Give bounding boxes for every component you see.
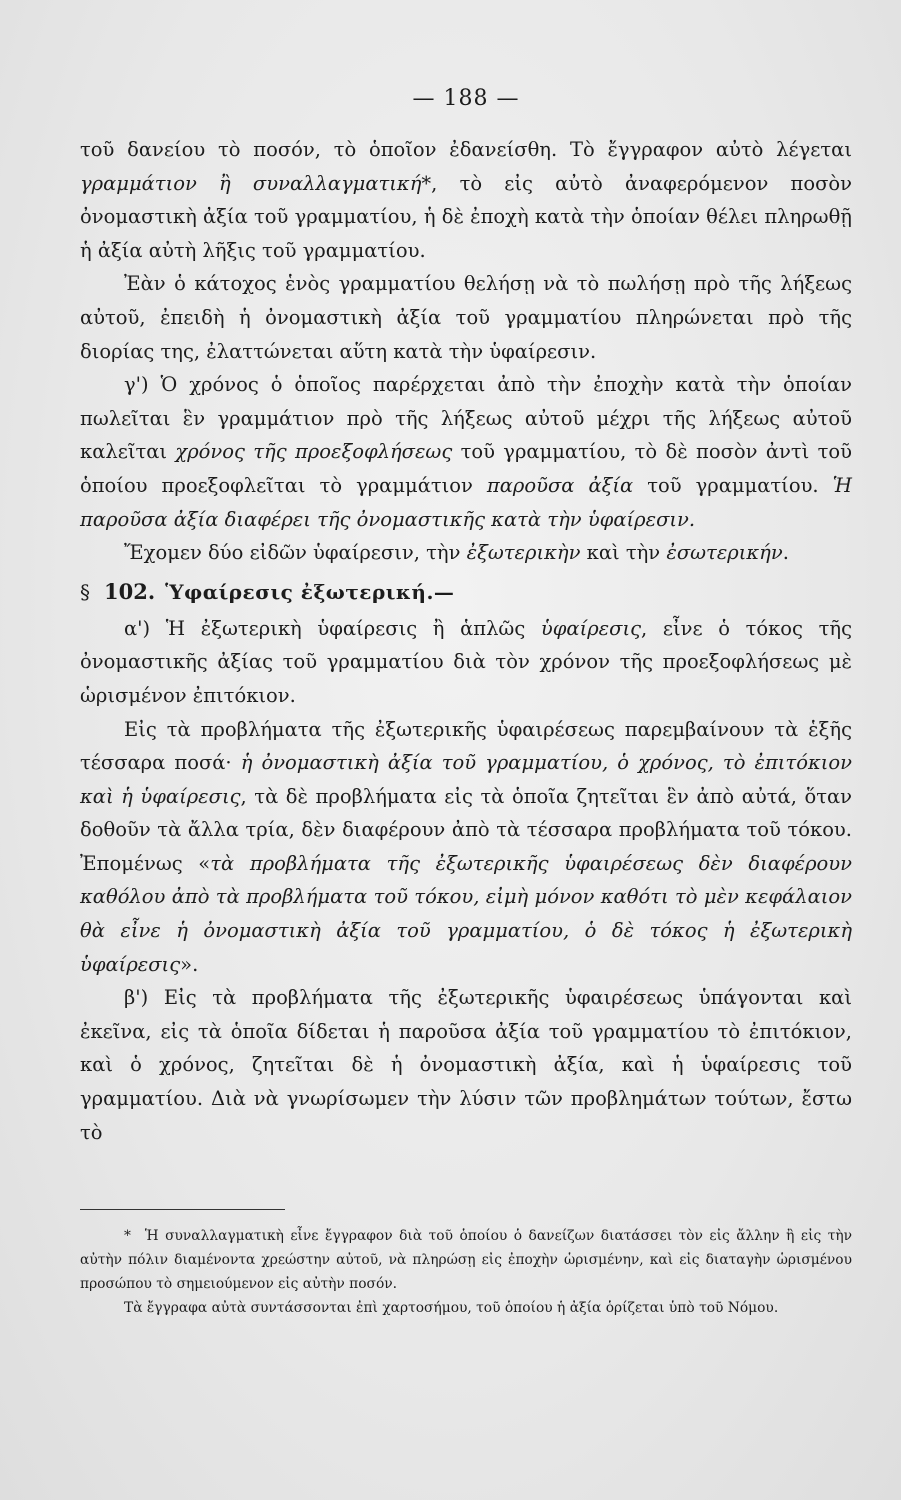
paragraph-3-text-a: γ') Ὁ χρόνος ὁ ὁποῖος παρέρχεται ἀπὸ τὴν ἐποχὴν κατὰ τὴν ὁποίαν πωλεῖται ἓν γραμμάτιον πρὸ τῆς λήξεως αὐτοῦ μέχρι τῆς λήξεως αὐτοῦ καλεῖται xyxy=(80,373,852,464)
section-number: 102. xyxy=(104,578,156,604)
paragraph-5 xyxy=(80,612,852,713)
paragraph-3-italic-a: χρόνος τῆς προεξοφλήσεως xyxy=(175,440,453,464)
footnote-1-text: Ἡ συναλλαγματικὴ εἶνε ἔγγραφον διὰ τοῦ ὁποίου ὁ δανείζων διατάσσει τὸν εἰς ἄλλην ἢ εἰς τὴν αὐτὴν πόλιν διαμένοντα χρεώστην αὐτοῦ, νὰ πληρώσῃ εἰς ἐποχὴν ὡρισμένην, καὶ εἰς διαταγὴν ὡρισμένου προσώπου τὸ σημειούμενον εἰς αὐτὴν ποσόν. xyxy=(80,1228,852,1293)
footnote-divider xyxy=(80,1209,285,1210)
section-title: Ὑφαίρεσις ἐξωτερική.— xyxy=(165,579,455,604)
paragraph-4-text-b: καὶ τὴν xyxy=(580,541,667,565)
paragraph-4-italic-a: ἐξωτερικὴν xyxy=(466,541,581,565)
paragraph-6 xyxy=(80,713,852,982)
paragraph-6-text-c: ». xyxy=(180,952,199,976)
paragraph-3 xyxy=(80,368,852,536)
footnote-mark: * xyxy=(124,1228,131,1245)
page-content xyxy=(80,86,852,1320)
paragraph-1-text: τοῦ δανείου τὸ ποσόν, τὸ ὁποῖον ἐδανείσθη. Τὸ ἔγγραφον αὐτὸ λέγεται xyxy=(80,138,852,161)
section-symbol: § xyxy=(80,579,90,604)
paragraph-4-text-a: Ἔχομεν δύο εἰδῶν ὑφαίρεσιν, τὴν xyxy=(124,541,467,565)
paragraph-3-italic-c: Ἡ παροῦσα ἀξία διαφέρει τῆς ὀνομαστικῆς κατὰ τὴν ὑφαίρεσιν. xyxy=(80,473,852,531)
paragraph-1-italic: γραμμάτιον ἢ συναλλαγματική* xyxy=(80,171,432,195)
paragraph-4 xyxy=(80,536,852,570)
paragraph-2: Ἐὰν ὁ κάτοχος ἑνὸς γραμματίου θελήσῃ νὰ τὸ πωλήσῃ πρὸ τῆς λήξεως αὐτοῦ, ἐπειδὴ ἡ ὀνομαστικὴ ἀξία τοῦ γραμματίου πληρώνεται πρὸ τῆς διορίας της, ἐλαττώνεται αὕτη κατὰ τὴν ὑφαίρεσιν. xyxy=(80,272,852,363)
paragraph-1 xyxy=(80,133,852,267)
paragraph-5-text-a: α') Ἡ ἐξωτερικὴ ὑφαίρεσις ἢ ἁπλῶς xyxy=(124,616,541,640)
paragraph-5-italic: ὑφαίρεσις xyxy=(540,616,642,640)
paragraph-4-text-c: . xyxy=(782,541,789,565)
paragraph-1-rest: , τὸ εἰς αὐτὸ ἀναφερόμενον ποσὸν ὀνομαστικὴ ἀξία τοῦ γραμματίου, ἡ δὲ ἐποχὴ κατὰ τὴν ὁποίαν θέλει πληρωθῇ ἡ ἀξία αὐτὴ λῆξις τοῦ γραμματίου. xyxy=(80,171,852,262)
page-number: — 188 — xyxy=(412,86,520,111)
section-heading xyxy=(80,574,852,610)
footnote-1 xyxy=(80,1224,852,1296)
paragraph-3-text-c: τοῦ γραμματίου. xyxy=(633,473,833,497)
paragraph-3-italic-b: παροῦσα ἀξία xyxy=(486,473,634,497)
paragraph-7: β') Εἰς τὰ προβλήματα τῆς ἐξωτερικῆς ὑφαιρέσεως ὑπάγονται καὶ ἐκεῖνα, εἰς τὰ ὁποῖα δίδεται ἡ παροῦσα ἀξία τοῦ γραμματίου τὸ ἐπιτόκιον, καὶ ὁ χρόνος, ζητεῖται δὲ ἡ ὀνομαστικὴ ἀξία, καὶ ἡ ὑφαίρεσις τοῦ γραμματίου. Διὰ νὰ γνωρίσωμεν τὴν λύσιν τῶν προβλημάτων τούτων, ἔστω τὸ xyxy=(80,986,852,1144)
footnote-2: Τὰ ἔγγραφα αὐτὰ συντάσσονται ἐπὶ χαρτοσήμου, τοῦ ὁποίου ἡ ἀξία ὁρίζεται ὑπὸ τοῦ Νόμου. xyxy=(124,1300,779,1317)
paragraph-6-text-a: Εἰς τὰ προβλήματα τῆς ἐξωτερικῆς ὑφαιρέσεως παρεμβαίνουν τὰ ἑξῆς τέσσαρα ποσά· xyxy=(80,717,852,775)
paragraph-6-italic-a: ἡ ὀνομαστικὴ ἀξία τοῦ γραμματίου, ὁ χρόνος, τὸ ἐπιτόκιον καὶ ἡ ὑφαίρεσις xyxy=(80,751,852,808)
paragraph-3-text-b: τοῦ γραμματίου, τὸ δὲ ποσὸν ἀντὶ τοῦ ὁποίου προεξοφλεῖται τὸ γραμμάτιον xyxy=(80,440,852,497)
paragraph-6-text-b: , τὰ δὲ προβλήματα εἰς τὰ ὁποῖα ζητεῖται ἓν ἀπὸ αὐτά, ὅταν δοθοῦν τὰ ἄλλα τρία, δὲν διαφέρουν ἀπὸ τὰ τέσσαρα προβλήματα τοῦ τόκου. Ἐπομένως « xyxy=(80,784,853,875)
paragraph-6-italic-b: τὰ προβλήματα τῆς ἐξωτερικῆς ὑφαιρέσεως δὲν διαφέρουν καθόλου ἀπὸ τὰ προβλήματα τοῦ τόκου, εἰμὴ μόνον καθότι τὸ μὲν κεφάλαιον θὰ εἶνε ἡ ὀνομαστικὴ ἀξία τοῦ γραμματίου, ὁ δὲ τόκος ἡ ἐξωτερικὴ ὑφαίρεσις xyxy=(80,851,852,976)
paragraph-5-text-b: , εἶνε ὁ τόκος τῆς ὀνομαστικῆς ἀξίας τοῦ γραμματίου διὰ τὸν χρόνον τῆς προεξοφλήσεως μὲ ὡρισμένον ἐπιτόκιον. xyxy=(80,616,852,707)
paragraph-4-italic-b: ἐσωτερικήν xyxy=(666,541,783,565)
